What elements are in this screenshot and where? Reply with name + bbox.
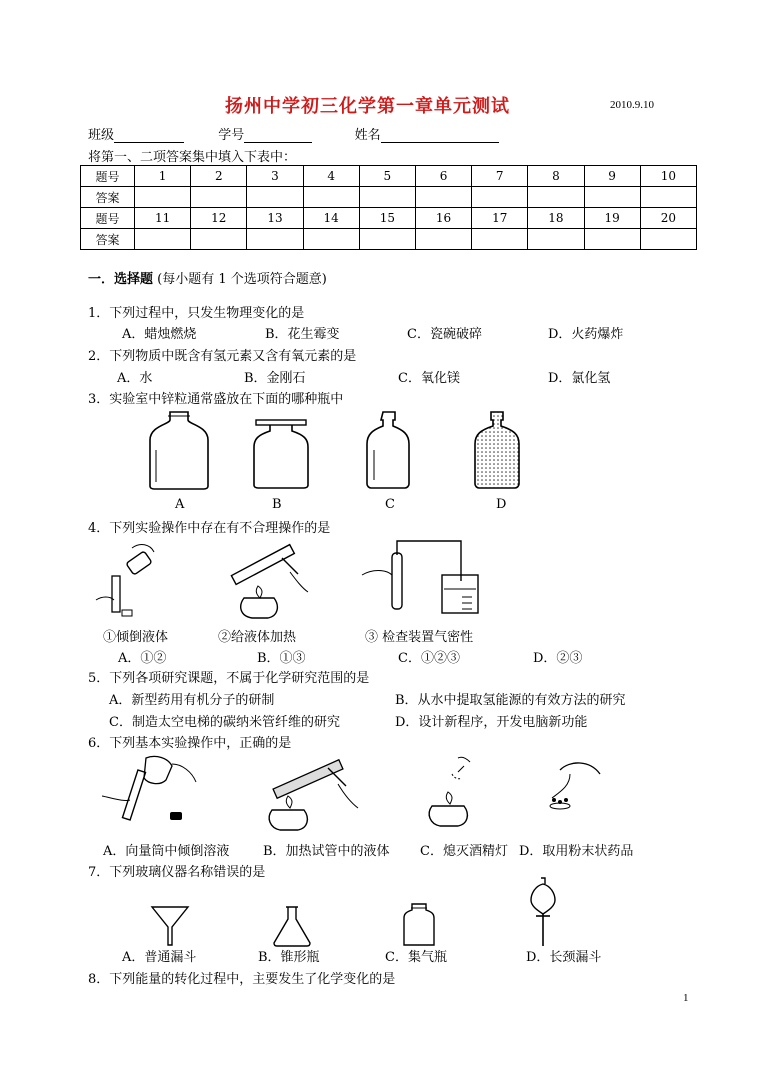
option-d: D．设计新程序，开发电脑新功能 [395,715,588,730]
option-a: A．水 [117,371,153,386]
pouring-liquid-figure [92,540,162,622]
answer-cell[interactable] [584,229,640,250]
answer-cell[interactable] [303,187,359,208]
q-num-cell: 6 [415,166,471,187]
bottle-c-figure [366,410,412,490]
q-num-cell: 2 [191,166,247,187]
answer-cell[interactable] [247,229,303,250]
row-label-q: 题号 [81,166,135,187]
option-d: D．取用粉末状药品 [519,844,634,859]
instruction-text: 将第一、二项答案集中填入下表中： [88,150,297,165]
answer-table [80,165,697,250]
section-title: 一．选择题 [88,272,154,287]
student-info-row [88,124,499,143]
q-num-cell: 12 [191,208,247,229]
option-b: B．从水中提取氢能源的有效方法的研究 [395,693,626,708]
option-c: C．氧化镁 [398,371,460,386]
question-7-stem: 7．下列玻璃仪器名称错误的是 [88,865,266,880]
answer-cell[interactable] [135,187,191,208]
option-b: B．加热试管中的液体 [263,844,390,859]
answer-cell[interactable] [359,187,415,208]
section-heading [88,268,327,287]
option-c: C．熄灭酒精灯 [420,844,508,859]
gas-jar-figure [402,902,436,948]
q-num-cell: 3 [247,166,303,187]
test-date: 2010.9.10 [610,99,654,111]
answer-cell[interactable] [415,187,471,208]
answer-cell[interactable] [303,229,359,250]
bottle-label-b: B [272,497,282,512]
heating-liquid-figure [222,538,312,624]
answer-cell[interactable] [415,229,471,250]
pour-into-cylinder-figure [100,752,210,826]
answer-cell[interactable] [472,187,528,208]
number-label: 学号 [218,128,245,143]
answer-cell[interactable] [247,187,303,208]
option-c: C．集气瓶 [385,950,447,965]
question-4-stem: 4．下列实验操作中存在有不合理操作的是 [88,521,331,536]
option-d: D．②③ [533,651,583,666]
q-num-cell: 19 [584,208,640,229]
answer-cell[interactable] [135,229,191,250]
option-b: B．花生霉变 [265,327,340,342]
table-row [81,208,697,229]
question-6-stem: 6．下列基本实验操作中，正确的是 [88,736,292,751]
bottle-d-figure [472,410,522,490]
option-a: A．新型药用有机分子的研制 [109,693,275,708]
q-num-cell: 18 [528,208,584,229]
answer-cell[interactable] [640,187,696,208]
number-blank [244,129,312,143]
answer-cell[interactable] [528,187,584,208]
name-label: 姓名 [354,128,381,143]
answer-cell[interactable] [528,229,584,250]
bottle-a-figure [148,410,210,490]
bottle-b-figure [252,418,310,490]
separatory-funnel-figure [528,876,558,948]
caption-pouring: ①倾倒液体 [103,630,169,645]
q-num-cell: 14 [303,208,359,229]
option-c: C．瓷碗破碎 [407,327,482,342]
answer-cell[interactable] [191,187,247,208]
option-a: A．普通漏斗 [122,950,197,965]
table-row [81,229,697,250]
caption-airtight: ③ 检查装置气密性 [365,630,474,645]
option-b: B．①③ [257,651,306,666]
row-label-q: 题号 [81,208,135,229]
heat-test-tube-figure [262,750,372,832]
option-d: D．长颈漏斗 [526,950,602,965]
class-blank [114,129,184,143]
bottle-label-c: C [385,497,395,512]
option-a: A．蜡烛燃烧 [122,327,197,342]
name-blank [381,129,499,143]
question-5-stem: 5．下列各项研究课题，不属于化学研究范围的是 [88,671,370,686]
option-d: D．火药爆炸 [548,327,624,342]
option-c: C．①②③ [398,651,460,666]
table-row [81,166,697,187]
bottle-label-d: D [496,497,507,512]
option-b: B．金刚石 [244,371,306,386]
conical-flask-figure [272,905,312,947]
class-label: 班级 [88,128,115,143]
option-a: A．①② [118,651,167,666]
q-num-cell: 1 [135,166,191,187]
q-num-cell: 15 [359,208,415,229]
page-number: 1 [683,992,689,1004]
q-num-cell: 13 [247,208,303,229]
row-label-a: 答案 [81,187,135,208]
option-b: B．锥形瓶 [258,950,320,965]
question-1-stem: 1．下列过程中，只发生物理变化的是 [88,306,305,321]
q-num-cell: 5 [359,166,415,187]
option-a: A．向量筒中倾倒溶液 [103,844,230,859]
question-2-stem: 2．下列物质中既含有氢元素又含有氧元素的是 [88,349,357,364]
bottle-label-a: A [175,497,185,512]
q-num-cell: 16 [415,208,471,229]
q-num-cell: 4 [303,166,359,187]
page-title: 扬州中学初三化学第一章单元测试 [225,96,510,117]
take-powder-figure [540,756,602,816]
answer-cell[interactable] [359,229,415,250]
row-label-a: 答案 [81,229,135,250]
answer-cell[interactable] [640,229,696,250]
q-num-cell: 11 [135,208,191,229]
option-d: D．氯化氢 [548,371,611,386]
q-num-cell: 8 [528,166,584,187]
answer-cell[interactable] [584,187,640,208]
q-num-cell: 7 [472,166,528,187]
airtightness-check-figure [360,535,480,617]
q-num-cell: 20 [640,208,696,229]
question-8-stem: 8．下列能量的转化过程中，主要发生了化学变化的是 [88,972,396,987]
section-note: (每小题有 1 个选项符合题意) [157,272,327,287]
caption-heating: ②给液体加热 [218,630,297,645]
q-num-cell: 9 [584,166,640,187]
extinguish-lamp-figure [424,752,484,830]
answer-cell[interactable] [191,229,247,250]
question-3-stem: 3．实验室中锌粒通常盛放在下面的哪种瓶中 [88,392,344,407]
funnel-figure [150,905,190,947]
answer-cell[interactable] [472,229,528,250]
q-num-cell: 10 [640,166,696,187]
q-num-cell: 17 [472,208,528,229]
option-c: C．制造太空电梯的碳纳米管纤维的研究 [109,715,340,730]
table-row [81,187,697,208]
